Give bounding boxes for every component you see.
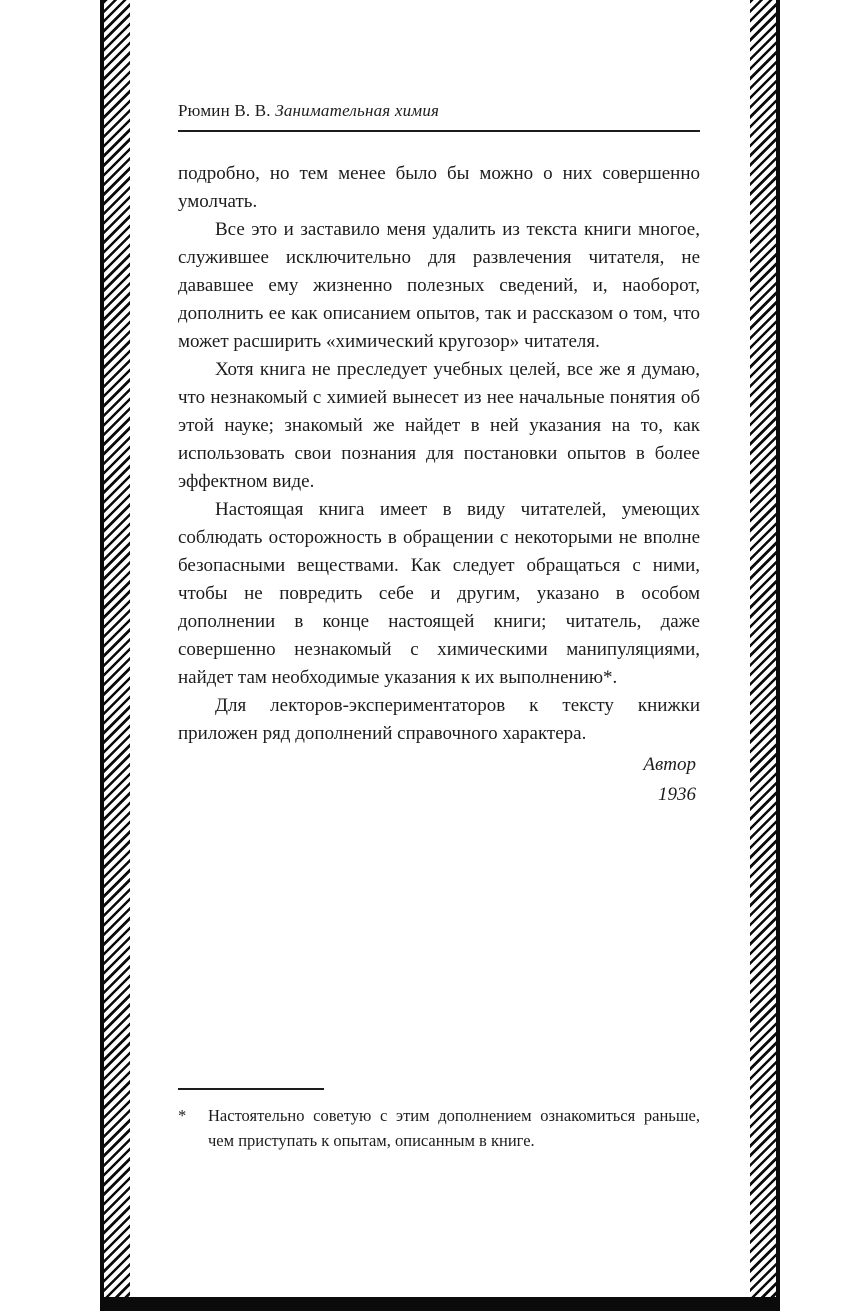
body-text [178, 160, 700, 810]
running-header [178, 101, 700, 132]
signature-name: Автор [643, 754, 696, 775]
running-header-title: Занимательная химия [275, 101, 440, 120]
footnote [178, 1088, 700, 1153]
signature-year: 1936 [658, 784, 696, 805]
paragraph: подробно, но тем менее было бы можно о них совершенно умолчать. [178, 163, 700, 212]
footnote-body [178, 1103, 700, 1153]
author-signature [178, 750, 700, 810]
right-border-stripes [750, 0, 780, 1311]
paragraph: Все это и заставило меня удалить из текста книги многое, служившее исключительно для развлечения читателя, не дававшее ему жизненно полезных сведений, и, наоборот, дополнить ее как описанием опытов, так и рассказом о том, что может расширить «химический кругозор» читателя. [178, 219, 700, 352]
footnote-rule [178, 1088, 324, 1090]
running-header-author: Рюмин В. В. [178, 101, 276, 120]
left-border-stripes [100, 0, 130, 1311]
footnote-text: Настоятельно советую с этим дополнением ознакомиться раньше, чем приступать к опытам, описанным в книге. [208, 1106, 700, 1150]
bottom-border-bar [100, 1297, 780, 1311]
paragraph: Для лекторов-экспериментаторов к тексту книжки приложен ряд дополнений справочного характера. [178, 695, 700, 744]
paragraph: Хотя книга не преследует учебных целей, все же я думаю, что незнакомый с химией вынесет из нее начальные понятия об этой науке; знакомый же найдет в ней указания на то, как использовать свои познания для постановки опытов в более эффектном виде. [178, 359, 700, 492]
paragraph: Настоящая книга имеет в виду читателей, умеющих соблюдать осторожность в обращении с некоторыми не вполне безопасными веществами. Как следует обращаться с ними, чтобы не повредить себе и другим, указано в особом дополнении в конце настоящей книги; читатель, даже совершенно незнакомый с химическими манипуляциями, найдет там необходимые указания к их выполнению*. [178, 499, 700, 688]
footnote-marker: * [178, 1106, 187, 1125]
